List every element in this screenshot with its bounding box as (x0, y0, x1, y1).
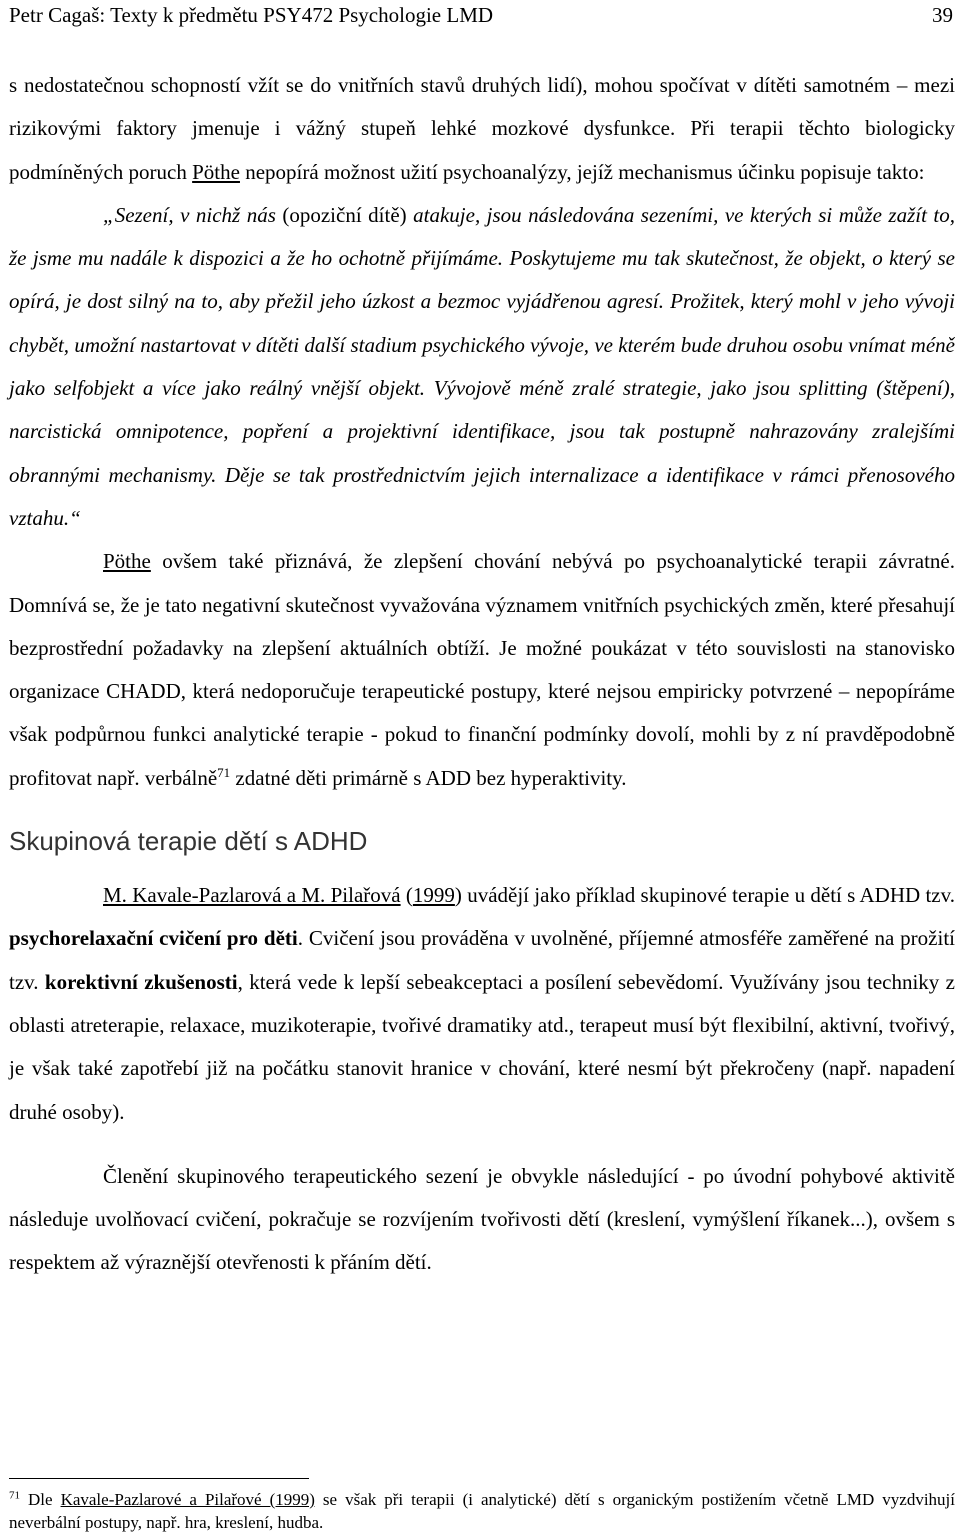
footnote-reference[interactable]: 71 (217, 764, 231, 780)
quote-open-mark: „ (103, 202, 115, 227)
paragraph-2 (9, 540, 955, 800)
bold-term-corrective-experience: korektivní zkušenosti (44, 969, 238, 994)
quote-parenthetical: (opoziční dítě) (282, 202, 407, 227)
page-number: 39 (932, 3, 953, 27)
footnote-text-b: se však při terapii (i analytické) dětí s organickým postižením včetně LMD vyzdvihují neverbální postupy, např. hra, kreslení, hudba. (9, 1490, 955, 1532)
paragraph-2-text-a: ovšem také přiznává, že zlepšení chování nebývá po psychoanalytické terapii závratné. Domnívá se, že je tato negativní skutečnost vyvažována významem vnitřních psychických změn, které přesahují bezprostřední požadavky na zlepšení aktuálních obtíží. Je možné poukázat v této souvislosti na stanovisko organizace CHADD, která nedoporučuje terapeutické postupy, které nejsou empiricky potvrzené – nepopíráme však podpůrnou funkci analytické terapie - pokud to finanční podmínky dovolí, mohli by z ní pravděpodobně profitovat např. verbálně (9, 549, 955, 790)
author-link-pothe-2: Pöthe (103, 549, 151, 574)
footnote-text-a: Dle (20, 1490, 61, 1509)
bold-term-psychorelaxation: psychorelaxační cvičení pro děti (9, 926, 298, 951)
running-header-title: Petr Cagaš: Texty k předmětu PSY472 Psychologie LMD (9, 3, 494, 27)
paragraph-3-text-c: , která vede k lepší sebeakceptaci a posílení sebevědomí. Využívány jsou techniky z oblasti atreterapie, relaxace, muzikoterapie, tvořivé dramatiky atd., terapeut musí být flexibilní, aktivní, tvořivý, je však také zapotřebí již na počátku stanovit hranice v chování, které nesmí být překročeny (např. napadení druhé osoby). (9, 969, 955, 1124)
paragraph-4: Členění skupinového terapeutického sezení je obvykle následující - po úvodní pohybové aktivitě následuje uvolňovací cvičení, pokračuje se rozvíjením tvořivosti dětí (kreslení, vymýšlení říkanek...), ovšem s respektem až výraznější otevřenosti k přáním dětí. (9, 1163, 955, 1275)
paragraph-1-text-a: s nedostatečnou schopností vžít se do vnitřních stavů druhých lidí), mohou spočívat v dítěti samotném – mezi rizikovými faktory jmenuje i vážný stupeň lehké mozkové dysfunkce. Při terapii těchto biologicky podmíněných poruch (9, 73, 955, 184)
paragraph-2-text-b: zdatné děti primárně s ADD bez hyperaktivity. (230, 765, 627, 790)
footnote-separator (9, 1478, 309, 1479)
quote-text-b: atakuje, jsou následována sezeními, ve kterých si může zažít to, že jsme mu nadále k dispozici a že ho ochotně přijímáme. Poskytujeme mu tak skutečnost, že objekt, o který se opírá, je dost silný na to, aby přežil jeho úzkost a bezmoc vyjádřenou agresí. Prožitek, který mohl v jeho vývoji chybět, umožní nastartovat v dítěti další stadium psychického vývoje, ve kterém bude druhou osobu vnímat méně jako selfobjekt a více jako reálný vnější objekt. Vývojově méně zralé strategie, jako jsou splitting (štěpení), narcistická omnipotence, popření a projektivní identifikace, jsou tak postupně nahrazovány zralejšími obrannými mechanismy. Děje se tak prostřednictvím jejich internalizace a identifikace v rámci přenosového vztahu. (9, 202, 955, 530)
footnote-number: 71 (9, 1489, 20, 1502)
quote-close-mark: “ (69, 505, 81, 530)
paragraph-3 (9, 874, 955, 1134)
author-link-pothe: Pöthe (192, 159, 240, 184)
page-header (9, 0, 955, 30)
quote-text-a: Sezení, v nichž nás (114, 202, 283, 227)
reference-authors: M. Kavale-Pazlarová a M. Pilařová (103, 883, 401, 908)
reference-paren-close: ) (454, 883, 462, 908)
section-heading: Skupinová terapie dětí s ADHD (9, 826, 368, 857)
reference-paren-open: ( (400, 883, 413, 908)
body-text (9, 64, 955, 1285)
paragraph-3-text-b: . Cvičení jsou prováděna v uvolněné, příjemné atmosféře zaměřené na prožití tzv. (9, 926, 955, 994)
quotation (9, 194, 955, 540)
paragraph-1 (9, 64, 955, 194)
footnote (9, 1488, 955, 1534)
reference-year: 1999 (412, 883, 455, 908)
paragraph-1-text-b: nepopírá možnost užití psychoanalýzy, jejíž mechanismus účinku popisuje takto: (239, 159, 925, 184)
paragraph-3-text-a: uvádějí jako příklad skupinové terapie u dětí s ADHD tzv. (461, 883, 955, 908)
footnote-reference-link: Kavale-Pazlarové a Pilařové (1999) (60, 1490, 315, 1509)
